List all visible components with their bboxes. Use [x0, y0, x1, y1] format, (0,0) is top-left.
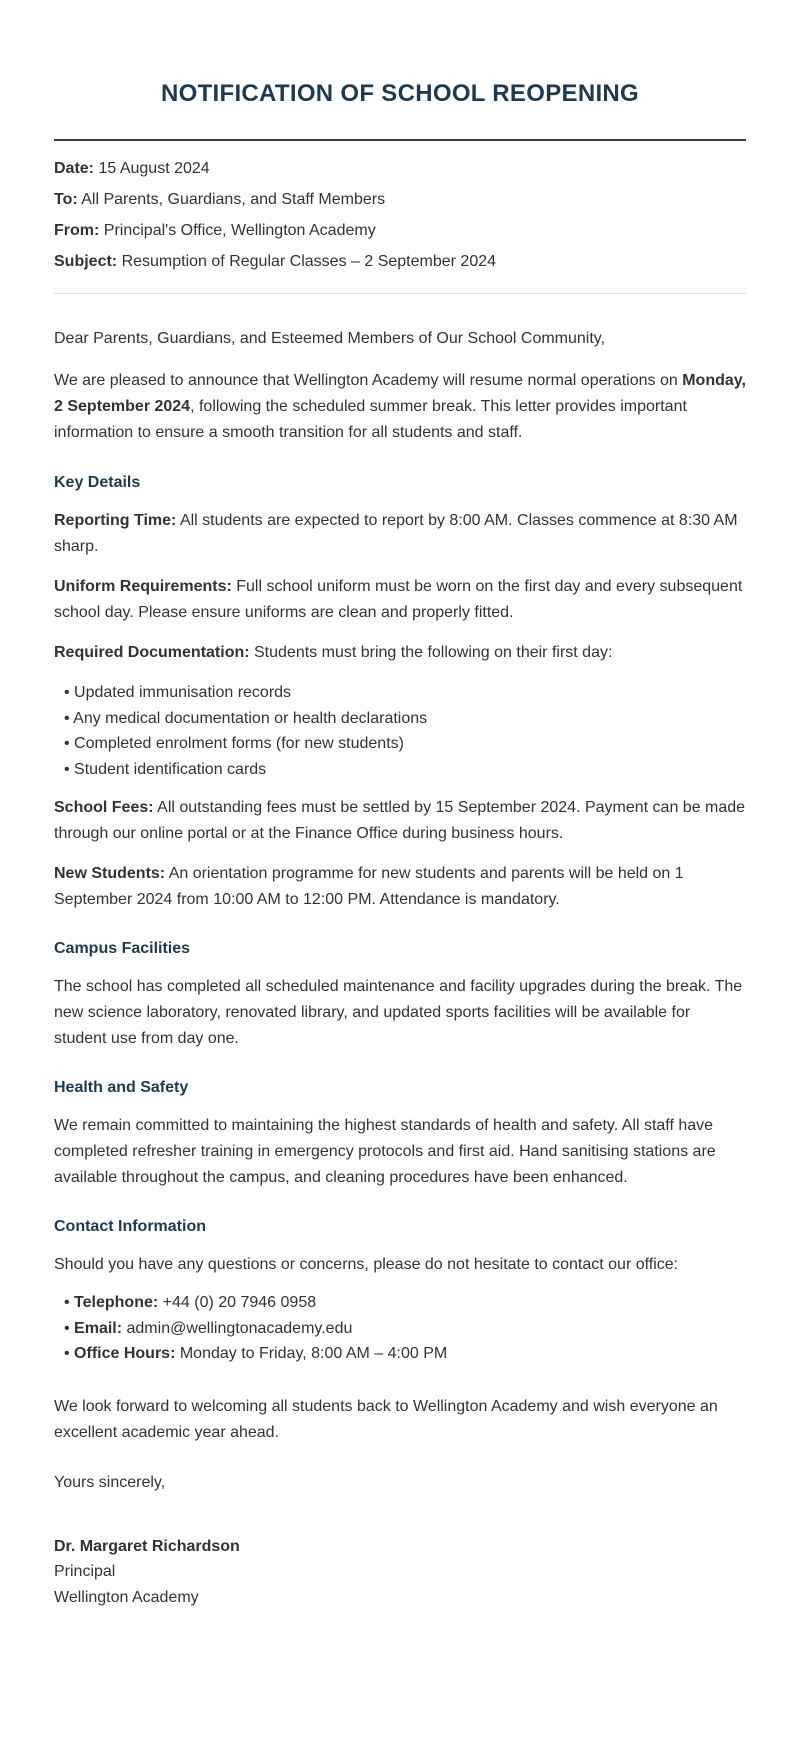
list-item: • Student identification cards	[64, 760, 267, 778]
documentation-paragraph	[54, 640, 746, 666]
email-value: admin@wellingtonacademy.edu	[122, 1319, 353, 1337]
contact-hours	[64, 1341, 746, 1367]
uniform-label: Uniform Requirements:	[54, 578, 232, 595]
signatory-name: Dr. Margaret Richardson	[54, 1537, 240, 1555]
bullet: •	[64, 1294, 75, 1311]
reporting-time-paragraph	[54, 508, 746, 560]
reporting-time-label: Reporting Time:	[54, 512, 177, 529]
intro-date-bold: Monday, 2 September 2024	[54, 372, 746, 415]
meta-divider	[54, 293, 746, 294]
key-details-heading: Key Details	[54, 474, 141, 491]
intro-text-start: We are pleased to announce that Wellington Academy will resume normal operations on	[54, 372, 683, 389]
signature-block	[54, 1534, 746, 1611]
list-item: • Any medical documentation or health declarations	[64, 709, 428, 727]
meta-from	[54, 221, 746, 252]
telephone-value: +44 (0) 20 7946 0958	[158, 1294, 317, 1311]
closing-paragraph: We look forward to welcoming all students back to Wellington Academy and wish everyone an excellent academic year ahead.	[54, 1397, 718, 1441]
letter-meta	[54, 159, 746, 283]
list-item: • Updated immunisation records	[64, 684, 292, 701]
sign-off: Yours sincerely,	[54, 1473, 166, 1491]
signatory-role: Principal	[54, 1563, 116, 1580]
facilities-heading: Campus Facilities	[54, 940, 191, 957]
fees-text: All outstanding fees must be settled by 15 September 2024. Payment can be made through our online portal or at the Finance Office during business hours.	[54, 799, 746, 842]
new-students-text: An orientation programme for new students and parents will be held on 1 September 2024 from 10:00 AM to 12:00 PM. Attendance is mandatory.	[54, 865, 684, 908]
contact-heading: Contact Information	[54, 1218, 206, 1235]
title-divider	[54, 139, 746, 141]
meta-to	[54, 190, 746, 221]
bullet: •	[64, 1345, 75, 1362]
documentation-text: Students must bring the following on their first day:	[249, 644, 613, 661]
meta-from-label: From:	[54, 222, 100, 239]
meta-subject	[54, 252, 746, 283]
meta-to-label: To:	[54, 191, 78, 208]
contact-list	[54, 1290, 746, 1367]
health-paragraph: We remain committed to maintaining the highest standards of health and safety. All staff have completed refresher training in emergency protocols and first aid. Hand sanitising stations are available throughout the campus, and cleaning procedures have been enhanced.	[54, 1117, 716, 1186]
documentation-list	[54, 680, 746, 782]
meta-to-value: All Parents, Guardians, and Staff Members	[81, 191, 386, 208]
meta-subject-value: Resumption of Regular Classes – 2 September 2024	[121, 253, 497, 270]
reporting-time-text: All students are expected to report by 8:00 AM. Classes commence at 8:30 AM sharp.	[54, 512, 738, 555]
documentation-label: Required Documentation:	[54, 644, 250, 661]
salutation: Dear Parents, Guardians, and Esteemed Members of Our School Community,	[54, 330, 606, 347]
contact-intro: Should you have any questions or concerns, please do not hesitate to contact our office:	[54, 1256, 679, 1273]
meta-subject-label: Subject:	[54, 253, 118, 270]
fees-paragraph	[54, 795, 746, 847]
facilities-paragraph: The school has completed all scheduled maintenance and facility upgrades during the break. The new science laboratory, renovated library, and updated sports facilities will be available for student use from day one.	[54, 978, 743, 1047]
health-heading: Health and Safety	[54, 1079, 189, 1096]
page-title: NOTIFICATION OF SCHOOL REOPENING	[160, 80, 640, 107]
meta-from-value: Principal's Office, Wellington Academy	[103, 222, 376, 239]
office-hours-label: Office Hours:	[74, 1345, 176, 1362]
intro-text-end: , following the scheduled summer break. This letter provides important information to ensure a smooth transition for all students and staff.	[54, 398, 687, 441]
bullet: •	[64, 1319, 75, 1337]
contact-email	[64, 1316, 746, 1342]
fees-label: School Fees:	[54, 799, 154, 816]
contact-telephone	[64, 1290, 746, 1316]
signatory-organisation: Wellington Academy	[54, 1588, 199, 1606]
meta-date-label: Date:	[54, 160, 95, 177]
meta-date	[54, 159, 746, 190]
telephone-label: Telephone:	[74, 1294, 159, 1311]
office-hours-value: Monday to Friday, 8:00 AM – 4:00 PM	[175, 1345, 448, 1362]
intro-paragraph	[54, 368, 746, 446]
meta-date-value: 15 August 2024	[98, 160, 210, 177]
uniform-text: Full school uniform must be worn on the first day and every subsequent school day. Please ensure uniforms are clean and properly fitted.	[54, 578, 743, 621]
email-label: Email:	[74, 1319, 123, 1337]
new-students-label: New Students:	[54, 865, 166, 882]
list-item: • Completed enrolment forms (for new students)	[64, 735, 404, 752]
uniform-paragraph	[54, 574, 746, 626]
new-students-paragraph	[54, 861, 746, 913]
